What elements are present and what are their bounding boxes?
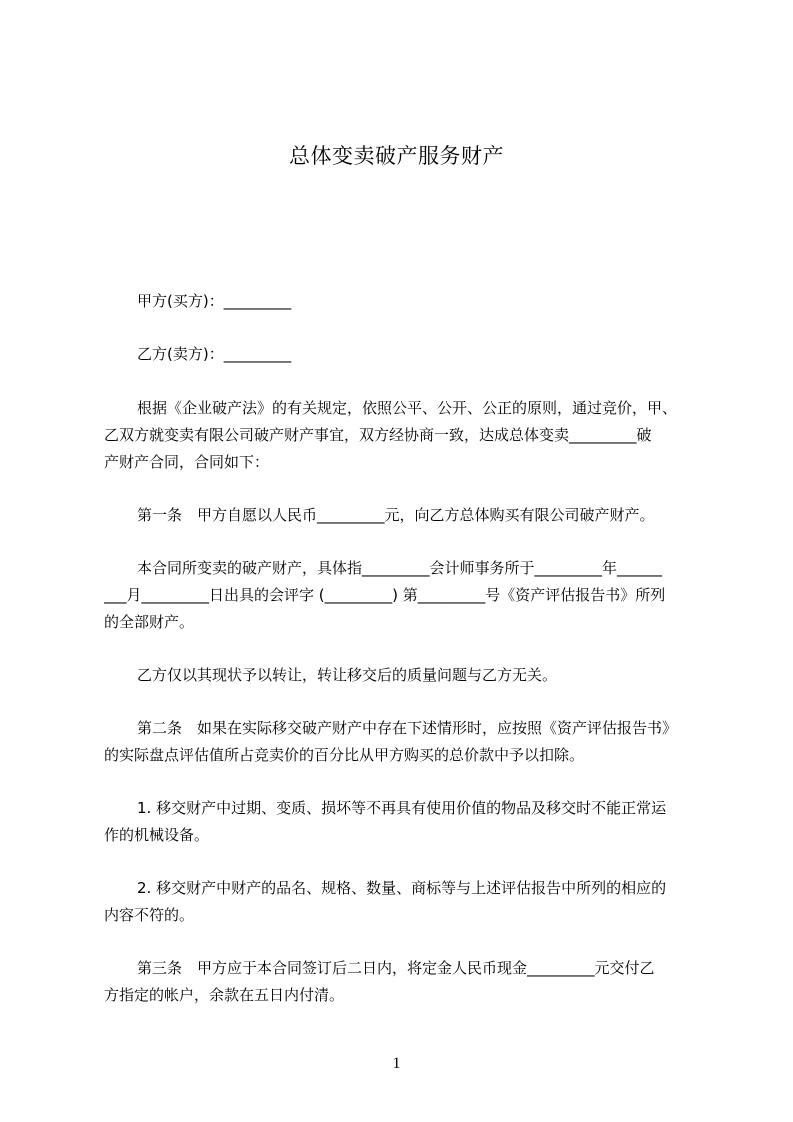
item-2 [104,875,704,929]
article-2 [104,715,704,769]
article-3 [104,955,704,1009]
scope-paragraph [104,555,704,636]
article-1: 第一条 甲方自愿以人民币_________元，向乙方总体购买有限公司破产财产。 [137,506,655,524]
article-2-line-1: 第二条 如果在实际移交破产财产中存在下述情形时，应按照《资产评估报告书》 [137,719,678,737]
party-b-line: 乙方(卖方)：_________ [137,345,292,363]
intro-line-3: 产财产合同，合同如下： [104,453,270,471]
item-1 [104,795,704,849]
item-2-line-1: 2. 移交财产中财产的品名、规格、数量、商标等与上述评估报告中所列的相应的 [137,879,667,897]
document-title: 总体变卖破产服务财产 [289,144,504,168]
scope-line-3: 的全部财产。 [104,613,195,631]
item-2-line-2: 内容不符的。 [104,906,195,924]
article-3-line-1: 第三条 甲方应于本合同签订后二日内，将定金人民币现金_________元交付乙 [137,959,655,977]
scope-line-1: 本合同所变卖的破产财产，具体指_________会计师事务所于_________年______ [137,559,663,577]
intro-paragraph [104,395,704,476]
page-number: 1 [392,1055,401,1072]
item-1-line-2: 作的机械设备。 [104,826,210,844]
scope-line-2: ___月_________日出具的会评字 (_________) 第_________号《资产评估报告书》所列 [104,586,666,604]
article-3-line-2: 方指定的帐户，余款在五日内付清。 [104,986,345,1004]
as-is-paragraph: 乙方仅以其现状予以转让，转让移交后的质量问题与乙方无关。 [137,666,558,684]
item-1-line-1: 1. 移交财产中过期、变质、损坏等不再具有使用价值的物品及移交时不能正常运 [137,799,667,817]
intro-line-1: 根据《企业破产法》的有关规定，依照公平、公开、公正的原则，通过竞价，甲、 [137,399,678,417]
party-a-line: 甲方(买方)：_________ [137,292,292,310]
article-2-line-2: 的实际盘点评估值所占竞卖价的百分比从甲方购买的总价款中予以扣除。 [104,746,585,764]
intro-line-2: 乙双方就变卖有限公司破产财产事宜，双方经协商一致，达成总体变卖_________破 [104,426,652,444]
